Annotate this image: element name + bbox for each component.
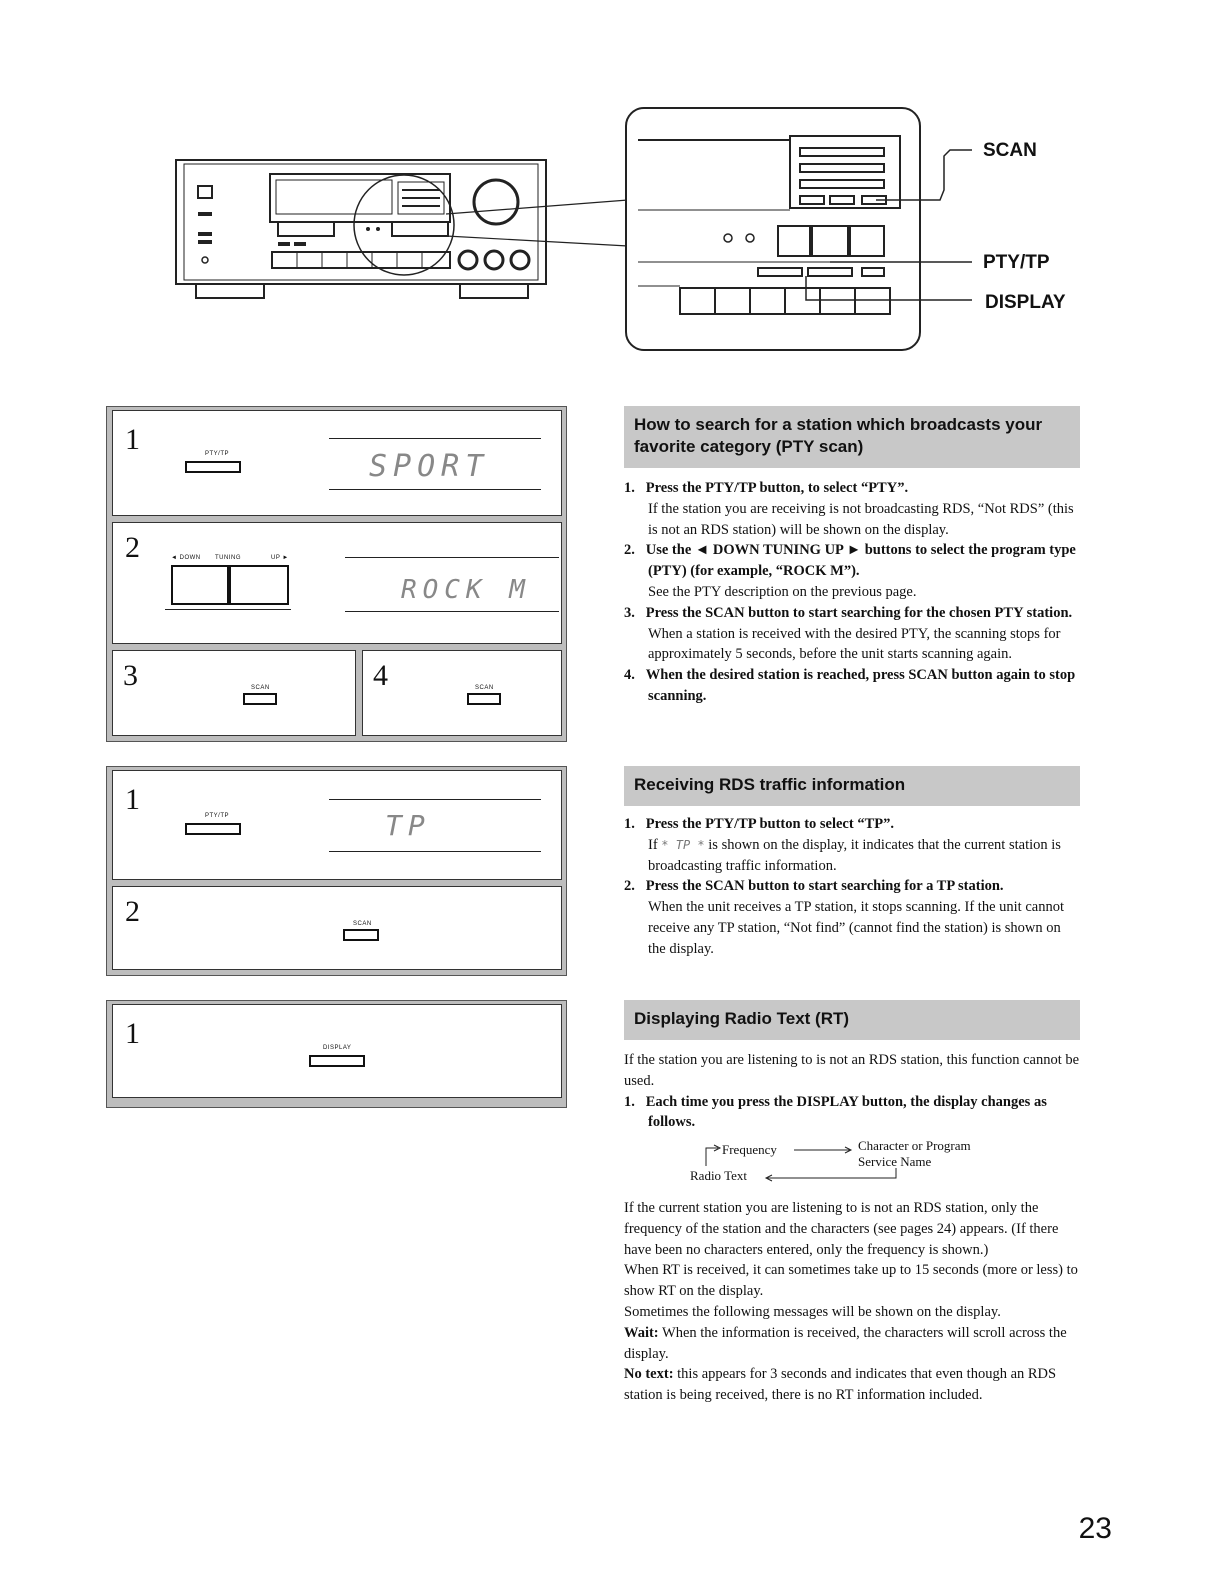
section-heading-traffic: Receiving RDS traffic information bbox=[624, 766, 1080, 806]
scan-button bbox=[343, 929, 379, 941]
step-bold: Use the ◄ DOWN TUNING UP ► buttons to select the program type (PTY) (for example, “ROCK M”). bbox=[645, 542, 1076, 580]
step-bold: Press the PTY/TP button, to select “PTY”. bbox=[645, 480, 909, 496]
note-paragraph: Sometimes the following messages will be shown on the display. bbox=[624, 1303, 1001, 1320]
tp-step1-panel bbox=[112, 770, 562, 880]
lcd-display: ROCK M bbox=[401, 575, 531, 605]
tp-indicator: * TP * bbox=[661, 837, 705, 852]
step-num: 4. bbox=[624, 667, 635, 684]
pty-tp-button bbox=[185, 461, 241, 473]
step-text: If the station you are receiving is not broadcasting RDS, “Not RDS” (this is not an RDS station) will be shown on the display. bbox=[648, 500, 1074, 538]
step-item bbox=[624, 876, 1080, 959]
button-label: DISPLAY bbox=[323, 1045, 352, 1051]
step-item bbox=[624, 1092, 1080, 1134]
lcd-display: TP bbox=[385, 809, 431, 842]
step-item bbox=[624, 603, 1080, 665]
button-label: SCAN bbox=[475, 685, 494, 691]
step-num: 1. bbox=[624, 816, 635, 832]
step-bold: Each time you press the DISPLAY button, the display changes as follows. bbox=[645, 1093, 1047, 1131]
tp-step2-panel bbox=[112, 886, 562, 970]
section-heading-pty-scan: How to search for a station which broadcasts your favorite category (PTY scan) bbox=[624, 406, 1080, 468]
wait-text: When the information is received, the characters will scroll across the display. bbox=[624, 1324, 1067, 1362]
lcd-top-line bbox=[329, 438, 541, 439]
step-text: If bbox=[648, 836, 658, 853]
scan-button bbox=[467, 693, 501, 705]
step-item bbox=[624, 814, 1080, 876]
step-num: 1. bbox=[624, 480, 635, 496]
step-bold: Press the PTY/TP button to select “TP”. bbox=[645, 816, 894, 832]
step-number: 1 bbox=[125, 423, 140, 456]
notext-label: No text: bbox=[624, 1366, 674, 1383]
cycle-cps-line1: Character or Program bbox=[858, 1138, 971, 1153]
notext-note bbox=[624, 1364, 1080, 1406]
pty-scan-steps bbox=[624, 478, 1080, 707]
step-text: When a station is received with the desired PTY, the scanning stops for approximately 5 seconds, before the unit starts scanning again. bbox=[648, 625, 1061, 663]
step-text: When the unit receives a TP station, it stops scanning. If the unit cannot receive any TP station, “Not find” (cannot find the station) is shown on the display. bbox=[648, 899, 1064, 957]
wait-label: Wait: bbox=[624, 1324, 659, 1341]
button-baseline bbox=[165, 609, 291, 610]
step-text: See the PTY description on the previous page. bbox=[648, 583, 917, 600]
up-label: UP ► bbox=[271, 555, 289, 561]
lcd-top-line bbox=[345, 557, 559, 558]
scan-callout: SCAN bbox=[983, 140, 1037, 161]
down-tuning-button bbox=[171, 565, 229, 605]
lcd-top-line bbox=[329, 799, 541, 800]
wait-note bbox=[624, 1323, 1080, 1365]
pty-tp-button bbox=[185, 823, 241, 835]
radio-text-body bbox=[624, 1050, 1080, 1133]
lcd-display: SPORT bbox=[369, 449, 490, 484]
intro-text: If the station you are listening to is not an RDS station, this function cannot be used. bbox=[624, 1052, 1080, 1089]
cycle-radio-text: Radio Text bbox=[690, 1168, 747, 1183]
step-item bbox=[624, 665, 1080, 707]
display-step1-panel bbox=[112, 1004, 562, 1098]
pty-step1-panel bbox=[112, 410, 562, 516]
note-paragraph: When RT is received, it can sometimes take up to 15 seconds (more or less) to show RT on the display. bbox=[624, 1262, 1078, 1300]
step-number: 4 bbox=[373, 659, 388, 692]
step-number: 1 bbox=[125, 783, 140, 816]
button-label: PTY/TP bbox=[205, 813, 230, 819]
step-bold: Press the SCAN button to start searching for the chosen PTY station. bbox=[645, 604, 1073, 621]
lcd-bottom-line bbox=[329, 489, 541, 490]
step-number: 2 bbox=[125, 895, 140, 928]
up-tuning-button bbox=[229, 565, 289, 605]
lcd-bottom-line bbox=[345, 611, 559, 612]
step-num: 2. bbox=[624, 542, 635, 559]
pty-tp-callout: PTY/TP bbox=[983, 252, 1050, 273]
receiver-illustration bbox=[0, 0, 1224, 370]
button-label: SCAN bbox=[353, 921, 372, 927]
step-bold: When the desired station is reached, press SCAN button again to stop scanning. bbox=[645, 667, 1076, 704]
step-num: 3. bbox=[624, 604, 635, 621]
step-number: 3 bbox=[123, 659, 138, 692]
pty-step4-panel bbox=[362, 650, 562, 736]
step-num: 2. bbox=[624, 878, 635, 895]
step-number: 1 bbox=[125, 1017, 140, 1050]
scan-button bbox=[243, 693, 277, 705]
cycle-frequency: Frequency bbox=[722, 1142, 777, 1157]
button-label: SCAN bbox=[251, 685, 270, 691]
pty-step3-panel bbox=[112, 650, 356, 736]
display-cycle-diagram bbox=[690, 1140, 1020, 1188]
button-label: PTY/TP bbox=[205, 451, 230, 457]
page-number: 23 bbox=[1078, 1512, 1112, 1545]
notext-text: this appears for 3 seconds and indicates that even though an RDS station is being received, there is no RT information included. bbox=[624, 1366, 1057, 1404]
step-text: is shown on the display, it indicates that the current station is broadcasting traffic information. bbox=[648, 836, 1061, 874]
step-item bbox=[624, 540, 1080, 602]
step-number: 2 bbox=[125, 531, 140, 564]
section-heading-radio-text: Displaying Radio Text (RT) bbox=[624, 1000, 1080, 1040]
display-button bbox=[309, 1055, 365, 1067]
lcd-bottom-line bbox=[329, 851, 541, 852]
tuning-label: TUNING bbox=[215, 555, 241, 561]
step-num: 1. bbox=[624, 1093, 635, 1110]
step-item bbox=[624, 478, 1080, 540]
cycle-cps-line2: Service Name bbox=[858, 1154, 932, 1169]
radio-text-notes bbox=[624, 1198, 1080, 1406]
traffic-steps bbox=[624, 814, 1080, 960]
pty-step2-panel bbox=[112, 522, 562, 644]
step-bold: Press the SCAN button to start searching for a TP station. bbox=[645, 878, 1004, 895]
display-callout: DISPLAY bbox=[985, 292, 1066, 313]
down-label: ◄ DOWN bbox=[171, 555, 201, 561]
note-paragraph: If the current station you are listening to is not an RDS station, only the frequency of the station and the characters (see pages 24) appears. (If there have been no characters entered, only the frequency is shown.) bbox=[624, 1200, 1059, 1258]
